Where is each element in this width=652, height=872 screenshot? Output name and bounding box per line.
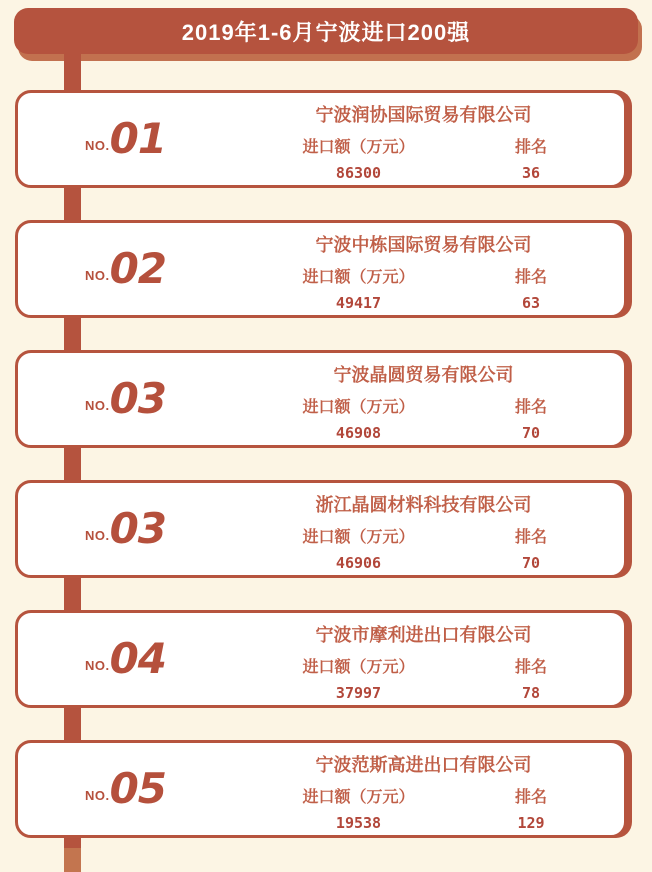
import-amount-column	[251, 524, 466, 572]
rank-number-block	[18, 244, 251, 293]
rank-number: 03	[109, 504, 167, 553]
header-banner	[14, 8, 638, 54]
card-details	[251, 487, 596, 572]
rank-value: 63	[521, 293, 541, 312]
ranking-card-list	[0, 90, 652, 838]
import-amount-column	[251, 654, 466, 702]
no-prefix-label: NO.	[84, 528, 110, 543]
stats-row	[251, 784, 596, 832]
rank-label: 排名	[514, 788, 547, 806]
card-details	[251, 747, 596, 832]
timeline-connector-bar-end	[64, 848, 81, 872]
ranking-card-1	[15, 90, 627, 188]
ranking-card-2	[15, 220, 627, 318]
ranking-card-3	[15, 350, 627, 448]
import-amount-value: 49417	[335, 293, 382, 312]
card-details	[251, 227, 596, 312]
rank-number-block	[18, 504, 251, 553]
rank-number: 02	[109, 244, 167, 293]
import-amount-column	[251, 134, 466, 182]
import-amount-label: 进口额（万元）	[302, 138, 415, 156]
rank-number: 03	[109, 374, 167, 423]
stats-row	[251, 264, 596, 312]
rank-label: 排名	[514, 138, 547, 156]
import-amount-label: 进口额（万元）	[302, 268, 415, 286]
company-name: 宁波晶圆贸易有限公司	[333, 364, 514, 385]
rank-value: 78	[521, 683, 541, 702]
import-amount-column	[251, 264, 466, 312]
stats-row	[251, 394, 596, 442]
card-details	[251, 617, 596, 702]
import-amount-label: 进口额（万元）	[302, 788, 415, 806]
import-amount-label: 进口额（万元）	[302, 658, 415, 676]
ranking-card-5	[15, 610, 627, 708]
rank-column	[466, 784, 596, 832]
company-name: 宁波市摩利进出口有限公司	[315, 624, 532, 645]
rank-column	[466, 264, 596, 312]
card-details	[251, 97, 596, 182]
rank-column	[466, 524, 596, 572]
rank-number-block	[18, 764, 251, 813]
import-amount-column	[251, 394, 466, 442]
rank-number: 05	[109, 764, 167, 813]
rank-value: 129	[517, 813, 545, 832]
import-amount-label: 进口额（万元）	[302, 528, 415, 546]
import-amount-value: 46908	[335, 423, 382, 442]
rank-value: 36	[521, 163, 541, 182]
ranking-card-6	[15, 740, 627, 838]
rank-value: 70	[521, 423, 541, 442]
company-name: 浙江晶圆材料科技有限公司	[315, 494, 532, 515]
no-prefix-label: NO.	[84, 788, 110, 803]
rank-label: 排名	[514, 268, 547, 286]
stats-row	[251, 134, 596, 182]
no-prefix-label: NO.	[84, 268, 110, 283]
import-amount-label: 进口额（万元）	[302, 398, 415, 416]
import-amount-value: 19538	[335, 813, 382, 832]
stats-row	[251, 524, 596, 572]
ranking-card-4	[15, 480, 627, 578]
import-amount-value: 86300	[335, 163, 382, 182]
rank-column	[466, 394, 596, 442]
import-amount-value: 37997	[335, 683, 382, 702]
company-name: 宁波中栋国际贸易有限公司	[315, 234, 532, 255]
rank-label: 排名	[514, 398, 547, 416]
rank-number: 01	[109, 114, 167, 163]
no-prefix-label: NO.	[84, 658, 110, 673]
import-amount-column	[251, 784, 466, 832]
rank-number-block	[18, 114, 251, 163]
rank-number: 04	[109, 634, 167, 683]
page-title: 2019年1-6月宁波进口200强	[181, 19, 471, 45]
rank-label: 排名	[514, 658, 547, 676]
company-name: 宁波润协国际贸易有限公司	[315, 104, 532, 125]
card-details	[251, 357, 596, 442]
rank-number-block	[18, 634, 251, 683]
rank-column	[466, 134, 596, 182]
rank-number-block	[18, 374, 251, 423]
import-amount-value: 46906	[335, 553, 382, 572]
no-prefix-label: NO.	[84, 138, 110, 153]
rank-value: 70	[521, 553, 541, 572]
no-prefix-label: NO.	[84, 398, 110, 413]
rank-column	[466, 654, 596, 702]
stats-row	[251, 654, 596, 702]
company-name: 宁波范斯高进出口有限公司	[315, 754, 532, 775]
rank-label: 排名	[514, 528, 547, 546]
